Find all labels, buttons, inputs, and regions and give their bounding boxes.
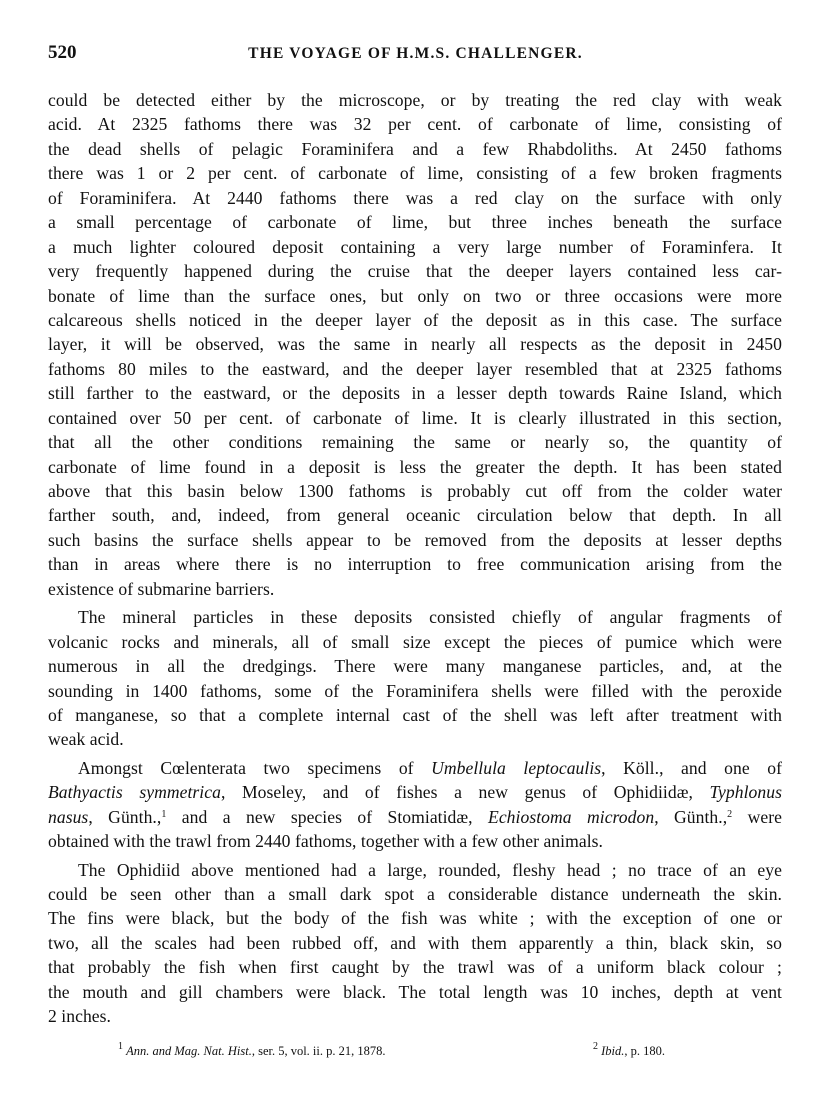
text-line: weak acid. <box>48 729 124 750</box>
footnote-1 <box>118 1040 386 1062</box>
text-run: Amongst Cœlenterata two specimens of <box>78 757 432 778</box>
text-line: that probably the fish when first caught by the trawl was of a uniform black colour ; <box>48 957 782 978</box>
journal-title: Ann. and Mag. Nat. Hist. <box>126 1044 252 1058</box>
text-line: layer, it will be observed, was the same in nearly all respects as the deposit in 2450 <box>48 334 782 355</box>
text-line: still farther to the eastward, or the deposits in a lesser depth towards Raine Island, which <box>48 383 782 404</box>
text-line: fathoms 80 miles to the eastward, and the deeper layer resembled that at 2325 fathoms <box>48 358 782 379</box>
text-line: The fins were black, but the body of the fish was white ; with the exception of one or <box>48 908 782 929</box>
text-line: very frequently happened during the cruise that the deeper layers contained less car- <box>48 261 782 282</box>
text-line: existence of submarine barriers. <box>48 578 275 599</box>
text-line: bonate of lime than the surface ones, but only on two or three occasions were more <box>48 285 782 306</box>
species-name: nasus <box>48 806 89 827</box>
text-line <box>48 756 782 780</box>
text-line: farther south, and, indeed, from general oceanic circulation below that depth. In all <box>48 505 782 526</box>
text-line: two, all the scales had been rubbed off, and with them apparently a thin, black skin, so <box>48 932 782 953</box>
text-line: the mouth and gill chambers were black. The total length was 10 inches, depth at vent <box>48 981 782 1002</box>
species-name: Umbellula leptocaulis <box>431 757 602 778</box>
footnote-ref: 2 <box>727 808 733 820</box>
text-line: obtained with the trawl from 2440 fathoms, together with a few other animals. <box>48 831 603 852</box>
text-line: a small percentage of carbonate of lime, but three inches beneath the surface <box>48 212 782 233</box>
footnote-mark: 1 <box>118 1041 123 1052</box>
text-run: , Günth., <box>88 806 162 827</box>
text-run: , Moseley, and of fishes a new genus of Ophidiidæ, <box>220 782 710 803</box>
text-line: numerous in all the dredgings. There were many manganese particles, and, at the <box>48 656 782 677</box>
paragraph-red-clay <box>48 88 782 601</box>
text-line: contained over 50 per cent. of carbonate of lime. It is clearly illustrated in this section, <box>48 407 782 428</box>
footnote-ref: 1 <box>161 808 167 820</box>
text-line: of Foraminifera. At 2440 fathoms there was a red clay on the surface with only <box>48 187 782 208</box>
running-title: THE VOYAGE OF H.M.S. CHALLENGER. <box>248 45 583 62</box>
text-run: and a new species of Stomiatidæ, <box>166 806 489 827</box>
text-line: of manganese, so that a complete internal cast of the shell was left after treatment with <box>48 704 782 725</box>
species-name: Bathyactis symmetrica <box>48 782 221 803</box>
text-line: could be seen other than a small dark spot a considerable distance underneath the skin. <box>48 884 782 904</box>
page-number: 520 <box>48 42 77 63</box>
page-header <box>48 42 783 70</box>
paragraph-coelenterata <box>48 756 782 854</box>
text-line <box>48 780 782 804</box>
text-line: such basins the surface shells appear to be removed from the deposits at lesser depths <box>48 529 782 550</box>
text-line: that all the other conditions remaining the same or nearly so, the quantity of <box>48 432 782 453</box>
text-run: , Köll., and one of <box>601 757 782 778</box>
text-line: a much lighter coloured deposit containing a very large number of Foraminfera. It <box>48 236 782 257</box>
text-line: The mineral particles in these deposits consisted chiefly of angular fragments of <box>78 607 782 628</box>
footnotes <box>48 1040 782 1062</box>
text-line: calcareous shells noticed in the deeper layer of the deposit as in this case. The surface <box>48 309 782 330</box>
species-name: Echiostoma microdon <box>488 806 655 827</box>
footnote-2 <box>593 1040 665 1062</box>
text-run: were <box>732 806 782 827</box>
text-line: the dead shells of pelagic Foraminifera and a few Rhabdoliths. At 2450 fathoms <box>48 138 782 159</box>
text-line: The Ophidiid above mentioned had a large, rounded, fleshy head ; no trace of an eye <box>78 859 782 880</box>
genus-name: Typhlonus <box>709 782 782 803</box>
text-line <box>48 805 782 829</box>
body-text <box>48 88 782 1029</box>
text-line: 2 inches. <box>48 1006 111 1027</box>
text-line: acid. At 2325 fathoms there was 32 per cent. of carbonate of lime, consisting of <box>48 114 782 135</box>
text-line: volcanic rocks and minerals, all of small size except the pieces of pumice which were <box>48 631 782 652</box>
text-line: than in areas where there is no interruption to free communication arising from the <box>48 554 782 575</box>
paragraph-ophidiid <box>48 858 782 1029</box>
journal-title: Ibid. <box>601 1044 625 1058</box>
text-line: could be detected either by the microscope, or by treating the red clay with weak <box>48 90 782 110</box>
footnote-text: , p. 180. <box>624 1044 666 1058</box>
footnote-mark: 2 <box>593 1041 598 1052</box>
text-line: carbonate of lime found in a deposit is less the greater the depth. It has been stated <box>48 456 782 477</box>
footnote-text: , ser. 5, vol. ii. p. 21, 1878. <box>251 1044 386 1058</box>
text-line: above that this basin below 1300 fathoms is probably cut off from the colder water <box>48 481 782 501</box>
text-run: , Günth., <box>654 806 728 827</box>
text-line: there was 1 or 2 per cent. of carbonate of lime, consisting of a few broken fragments <box>48 163 782 184</box>
text-line: sounding in 1400 fathoms, some of the Foraminifera shells were filled with the peroxide <box>48 680 782 701</box>
paragraph-mineral-particles <box>48 605 782 752</box>
